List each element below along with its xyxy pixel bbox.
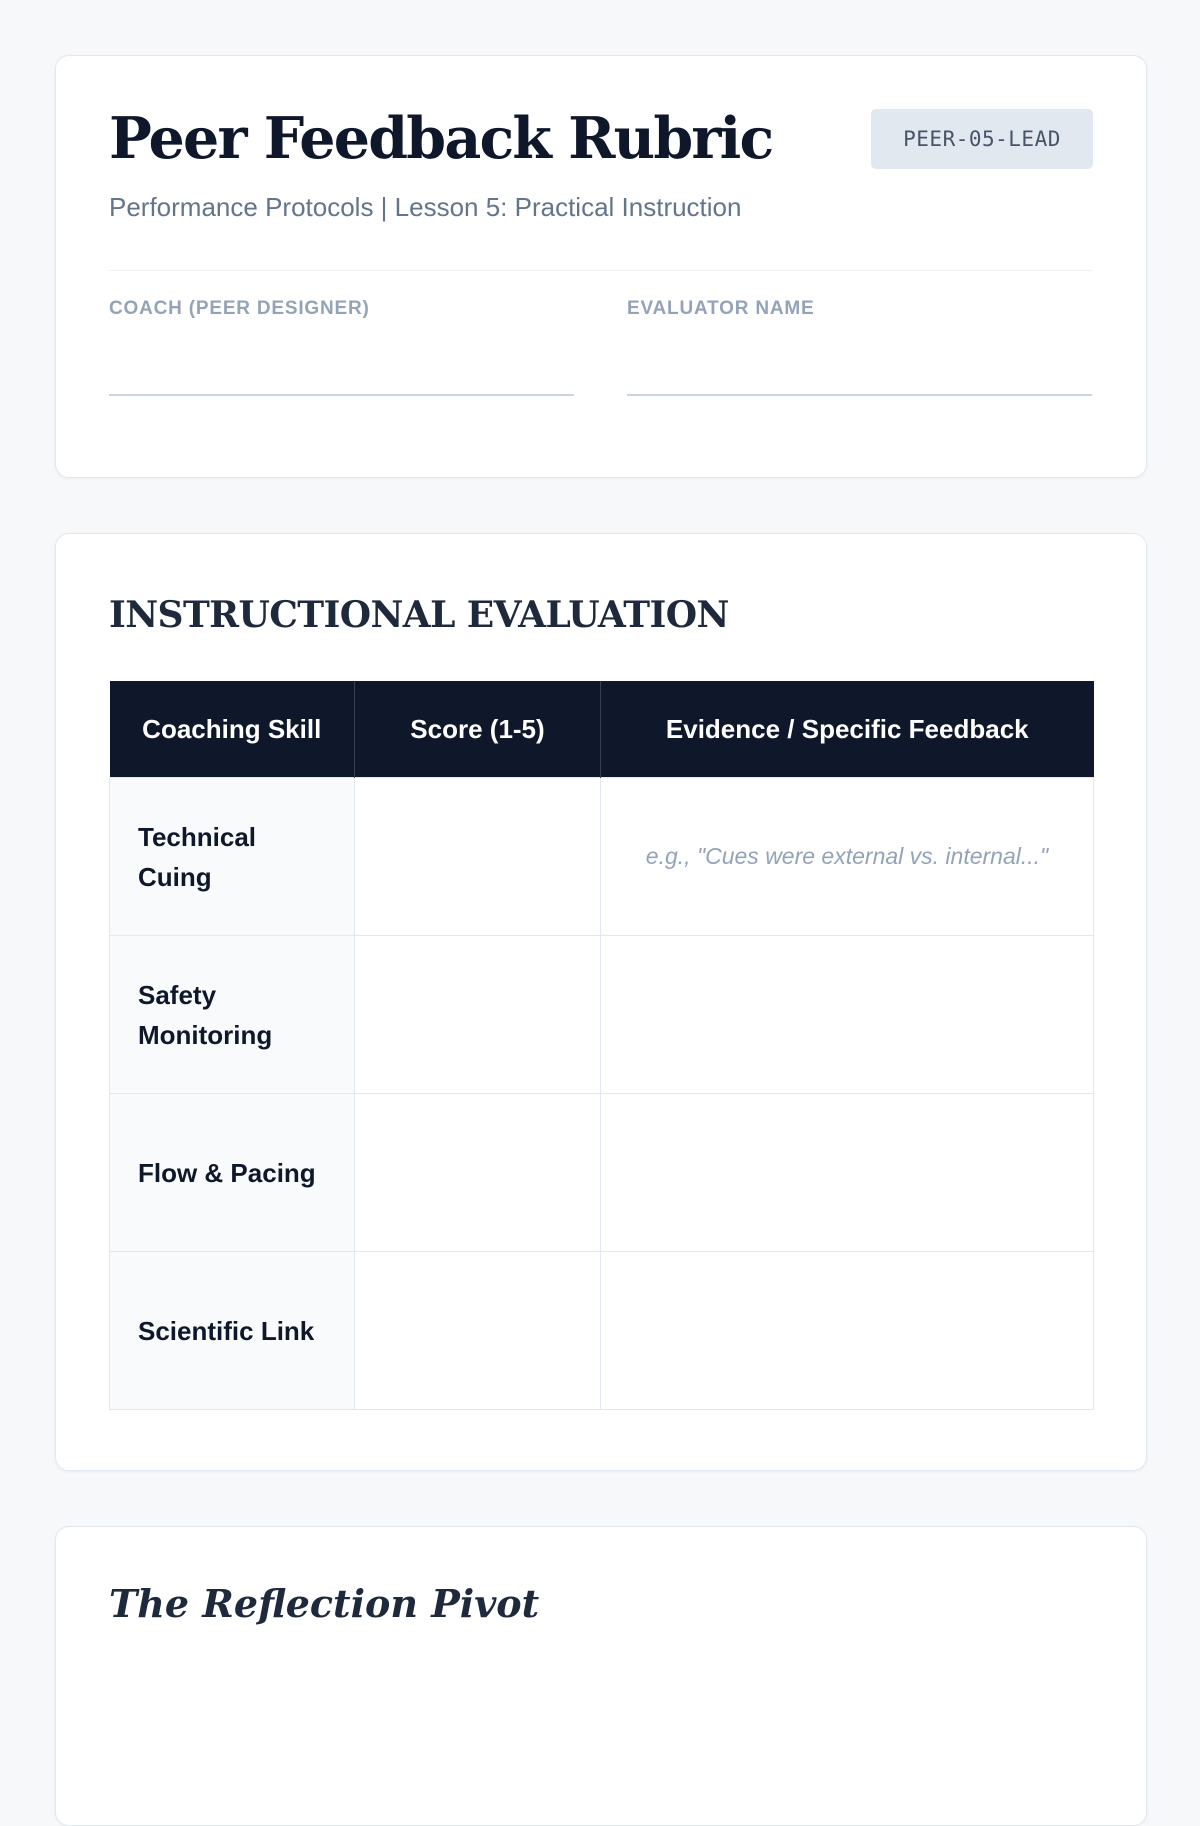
page-subtitle: Performance Protocols | Lesson 5: Practical Instruction — [109, 192, 742, 222]
reflection-card — [55, 1526, 1147, 1826]
column-header-score: Score (1-5) — [355, 681, 601, 778]
feedback-input[interactable] — [601, 1252, 1094, 1410]
evaluation-card — [55, 533, 1147, 1471]
evaluator-field — [627, 298, 1092, 396]
column-header-skill: Coaching Skill — [110, 681, 355, 778]
feedback-input[interactable]: e.g., "Cues were external vs. internal..." — [601, 778, 1094, 936]
header-divider — [109, 270, 1093, 271]
skill-cell: Safety Monitoring — [110, 936, 355, 1094]
table-row — [110, 778, 1094, 936]
feedback-input[interactable] — [601, 1094, 1094, 1252]
evaluator-field-label: EVALUATOR NAME — [627, 298, 815, 319]
column-header-feedback: Evidence / Specific Feedback — [601, 681, 1094, 778]
rubric-table — [109, 681, 1094, 1410]
table-row — [110, 936, 1094, 1094]
score-input[interactable] — [355, 778, 601, 936]
table-header-row — [110, 681, 1094, 778]
feedback-input[interactable] — [601, 936, 1094, 1094]
skill-cell: Scientific Link — [110, 1252, 355, 1410]
coach-field-label: COACH (PEER DESIGNER) — [109, 298, 370, 319]
skill-cell: Flow & Pacing — [110, 1094, 355, 1252]
score-input[interactable] — [355, 1252, 601, 1410]
section-title: INSTRUCTIONAL EVALUATION — [109, 594, 729, 636]
coach-field — [109, 298, 574, 396]
evaluator-name-input[interactable] — [627, 394, 1092, 396]
document-code-badge: PEER-05-LEAD — [871, 109, 1093, 169]
table-row — [110, 1094, 1094, 1252]
score-input[interactable] — [355, 936, 601, 1094]
coach-name-input[interactable] — [109, 394, 574, 396]
header-card — [55, 55, 1147, 478]
table-row — [110, 1252, 1094, 1410]
page-title: Peer Feedback Rubric — [109, 105, 773, 172]
skill-cell: Technical Cuing — [110, 778, 355, 936]
reflection-title: The Reflection Pivot — [109, 1581, 540, 1626]
score-input[interactable] — [355, 1094, 601, 1252]
